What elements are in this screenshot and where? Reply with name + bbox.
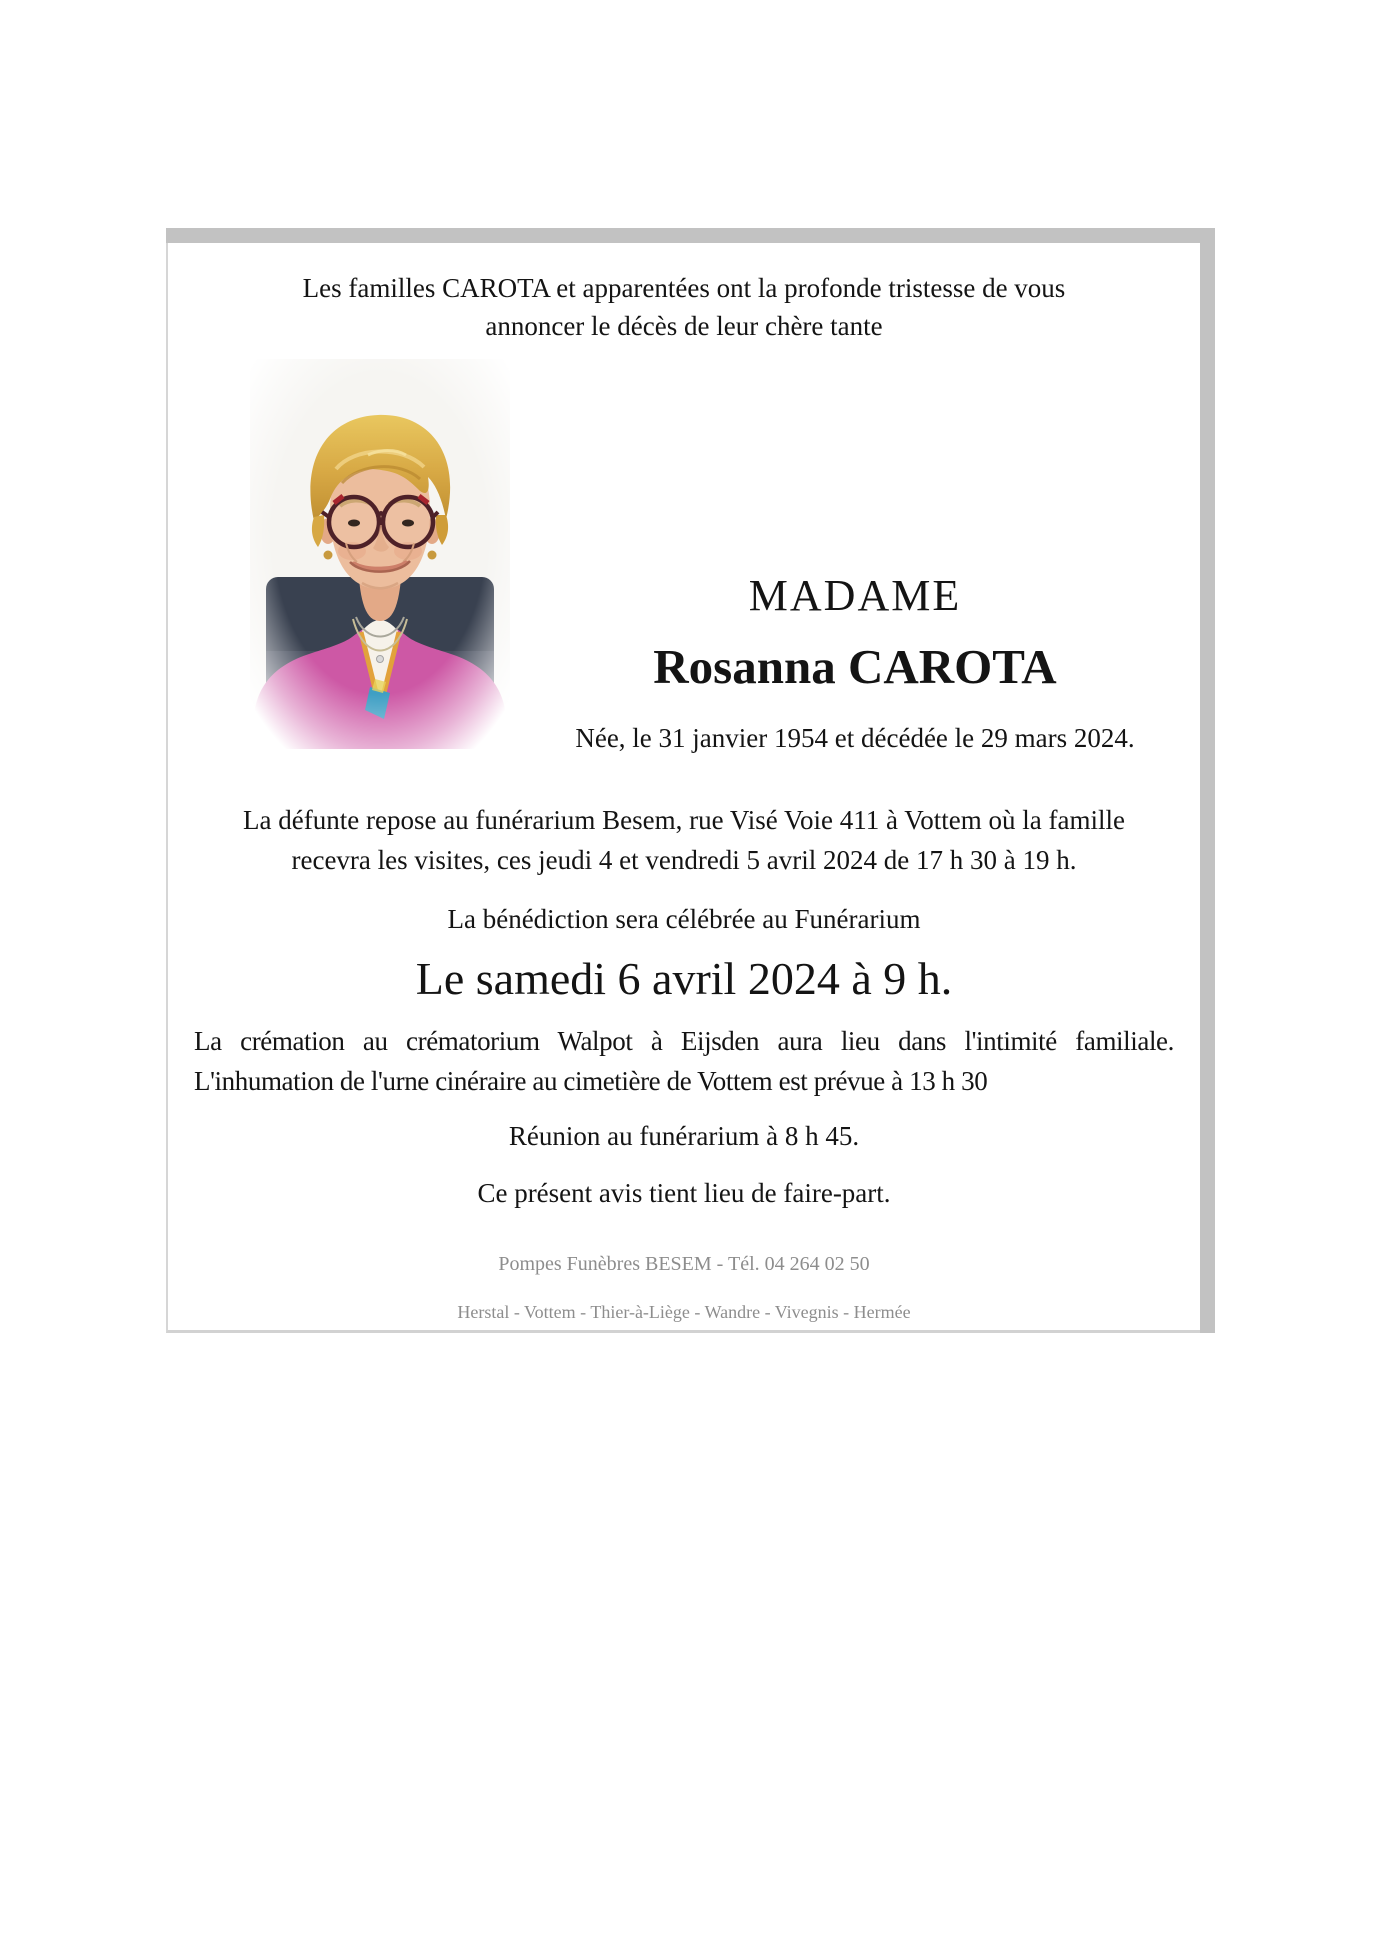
deceased-heading: [510, 359, 1200, 756]
mourning-card: [166, 228, 1215, 1333]
paragraph-repose: [168, 800, 1200, 880]
card-shadow-top: [166, 228, 1215, 243]
portrait-photo: [250, 359, 510, 749]
portrait-row: [168, 359, 1200, 756]
card-shadow-right: [1200, 228, 1215, 1333]
portrait-illustration: [250, 359, 510, 749]
deceased-title: MADAME: [748, 571, 962, 620]
intro-text: [168, 269, 1200, 345]
ceremony-date: Le samedi 6 avril 2024 à 9 h.: [415, 953, 953, 1004]
paragraph-benediction: La bénédiction sera célébrée au Funérarium: [447, 904, 921, 934]
card-content: [166, 243, 1200, 1333]
repose-line-2: recevra les visites, ces jeudi 4 et vendredi 5 avril 2024 de 17 h 30 à 19 h.: [291, 845, 1077, 875]
cremation-line-1: La crémation au crématorium Walpot à Eijsden aura lieu dans l'intimité familiale.: [194, 1026, 1174, 1056]
intro-line-2: annoncer le décès de leur chère tante: [485, 311, 883, 341]
cremation-line-2: L'inhumation de l'urne cinéraire au cimetière de Vottem est prévue à 13 h 30: [194, 1066, 988, 1096]
paragraph-cremation: [168, 1021, 1200, 1101]
deceased-dates: Née, le 31 janvier 1954 et décédée le 29 mars 2024.: [575, 723, 1135, 753]
funeral-home-info: Pompes Funèbres BESEM - Tél. 04 264 02 50: [498, 1253, 870, 1275]
deceased-name: Rosanna CAROTA: [653, 639, 1057, 694]
paragraph-reunion: Réunion au funérarium à 8 h 45.: [508, 1121, 860, 1151]
intro-line-1: Les familles CAROTA et apparentées ont la profonde tristesse de vous: [302, 273, 1066, 303]
paragraph-notice: Ce présent avis tient lieu de faire-part.: [477, 1178, 891, 1208]
funeral-home-locations: Herstal - Vottem - Thier-à-Liège - Wandre - Vivegnis - Hermée: [457, 1302, 911, 1322]
repose-line-1: La défunte repose au funérarium Besem, rue Visé Voie 411 à Vottem où la famille: [243, 805, 1125, 835]
